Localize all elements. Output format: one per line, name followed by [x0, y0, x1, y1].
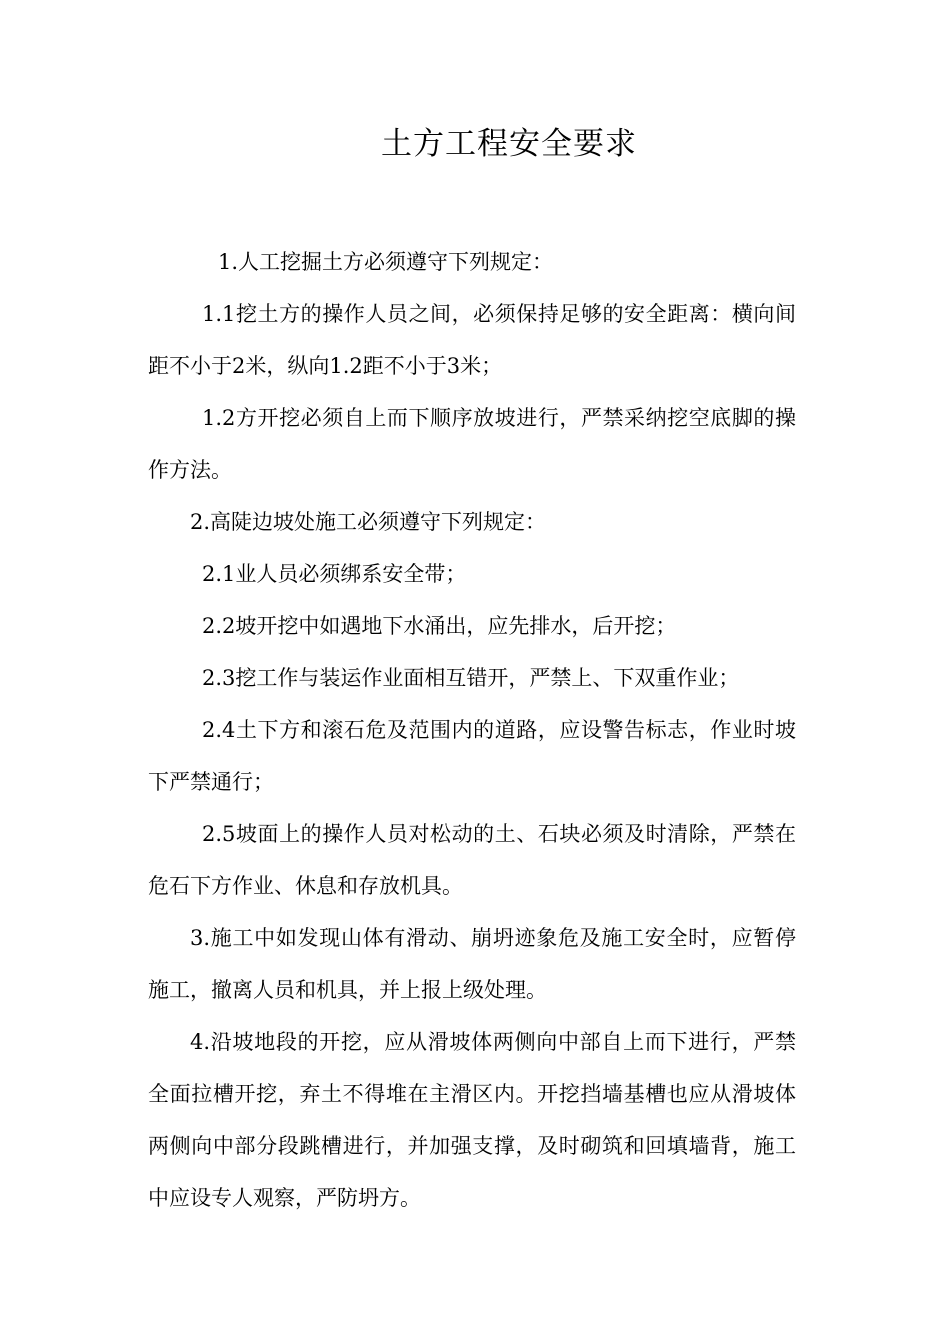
paragraph-2-1: 2.1业人员必须绑系安全带；	[202, 562, 467, 586]
paragraph-2: 2.高陡边坡处施工必须遵守下列规定：	[190, 510, 547, 534]
paragraph-4: 4.沿坡地段的开挖，应从滑坡体两侧向中部自上而下进行，严禁全面拉槽开挖，弃土不得堆在主滑区内。开挖挡墙基槽也应从滑坡体两侧向中部分段跳槽进行，并加强支撑，及时砌筑和回填墙背，施工中应设专人观察，严防坍方。	[148, 1030, 796, 1210]
paragraph-2-5: 2.5坡面上的操作人员对松动的土、石块必须及时清除，严禁在危石下方作业、休息和存放机具。	[148, 822, 796, 898]
paragraph-1-2: 1.2方开挖必须自上而下顺序放坡进行，严禁采纳挖空底脚的操作方法。	[148, 406, 796, 482]
paragraph-2-3: 2.3挖工作与装运作业面相互错开，严禁上、下双重作业；	[202, 666, 740, 690]
paragraph-1: 1.人工挖掘土方必须遵守下列规定：	[218, 250, 554, 274]
paragraph-3: 3.施工中如发现山体有滑动、崩坍迹象危及施工安全时，应暂停施工，撤离人员和机具，并上报上级处理。	[148, 926, 796, 1002]
document-title: 土方工程安全要求	[381, 126, 637, 162]
paragraph-2-2: 2.2坡开挖中如遇地下水涌出，应先排水，后开挖；	[202, 614, 677, 638]
paragraph-2-4: 2.4土下方和滚石危及范围内的道路，应设警告标志，作业时坡下严禁通行；	[148, 718, 796, 794]
paragraph-1-1: 1.1挖土方的操作人员之间，必须保持足够的安全距离：横向间距不小于2米，纵向1.2距不小于3米；	[148, 302, 796, 378]
document-body	[148, 236, 796, 1224]
